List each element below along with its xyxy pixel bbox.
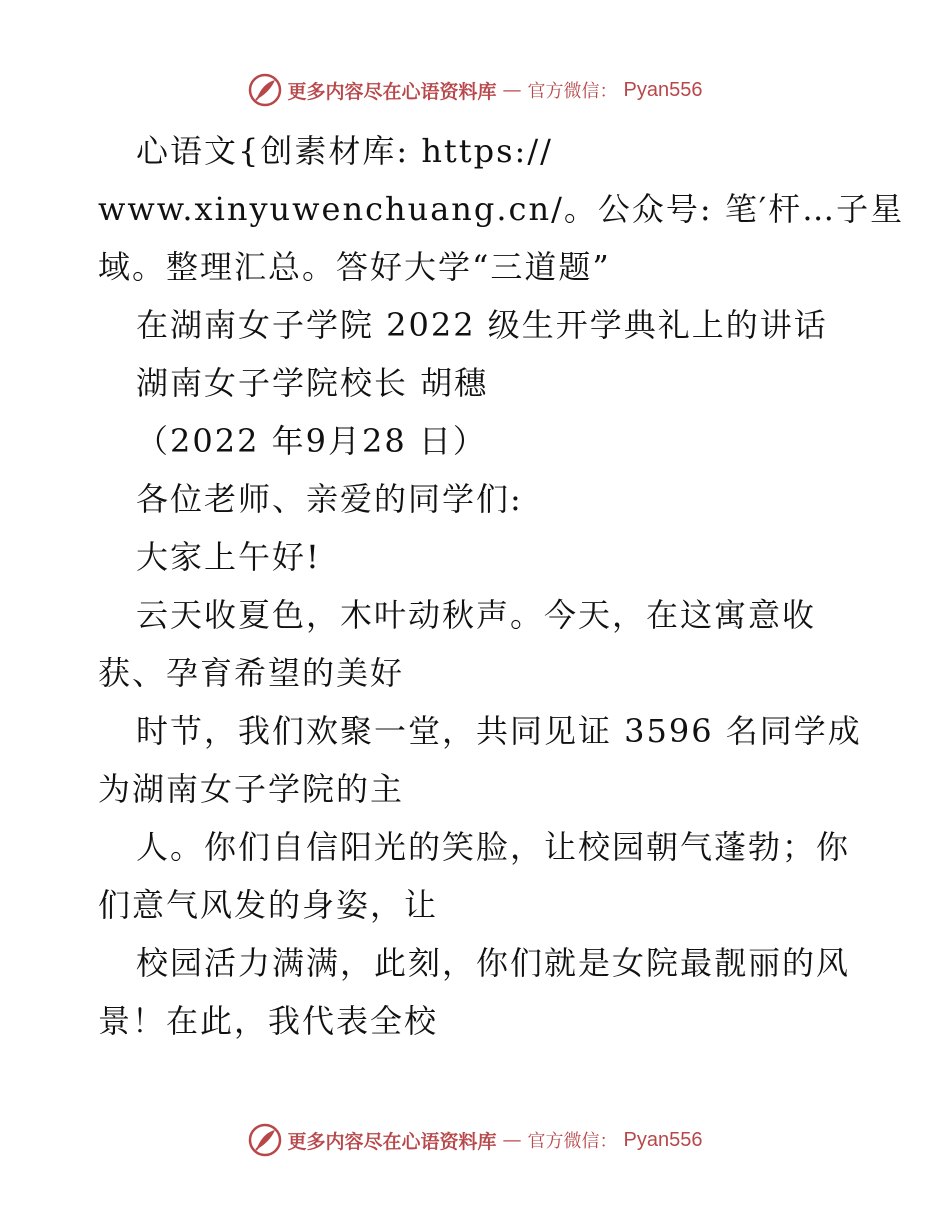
text-line: 心语文{创素材库: https:// bbox=[136, 132, 553, 170]
text-line: 校园活力满满，此刻，你们就是女院最靓丽的风 bbox=[136, 944, 851, 982]
text-line: www.xinyuwenchuang.cn/。公众号: 笔′杆…子星 bbox=[98, 190, 905, 228]
text-line: 为湖南女子学院的主 bbox=[98, 770, 405, 808]
speech-title: 在湖南女子学院 2022 级生开学典礼上的讲话 bbox=[136, 306, 828, 344]
watermark-site-text: 更多内容尽在心语资料库 bbox=[287, 1130, 497, 1153]
watermark-group bbox=[248, 73, 703, 107]
text-line: 景！在此，我代表全校 bbox=[98, 1002, 439, 1040]
speaker-line: 湖南女子学院校长 胡穗 bbox=[136, 364, 489, 402]
text-line: 获、孕育希望的美好 bbox=[98, 654, 405, 692]
text-line: 们意气风发的身姿，让 bbox=[98, 886, 439, 924]
text-line: 云天收夏色，木叶动秋声。今天，在这寓意收 bbox=[136, 596, 817, 634]
watermark-wechat-id: Pyan556 bbox=[623, 78, 703, 101]
feather-pen-logo-icon bbox=[248, 73, 282, 107]
text-line: 域。整理汇总。答好大学“三道题” bbox=[98, 248, 611, 286]
document-body bbox=[98, 122, 905, 1050]
watermark-wechat-label: 官方微信： bbox=[527, 1131, 618, 1152]
watermark-wechat-label: 官方微信： bbox=[527, 81, 618, 102]
feather-pen-logo-icon bbox=[248, 1123, 282, 1157]
date-line: （2022 年9月28 日） bbox=[136, 422, 487, 460]
watermark-separator: — bbox=[502, 79, 522, 101]
text-line: 时节，我们欢聚一堂，共同见证 3596 名同学成 bbox=[136, 712, 862, 750]
watermark-group bbox=[248, 1123, 703, 1157]
greeting: 大家上午好! bbox=[136, 538, 321, 576]
salutation: 各位老师、亲爱的同学们: bbox=[136, 480, 523, 518]
watermark-separator: — bbox=[502, 1129, 522, 1151]
footer-watermark bbox=[0, 1120, 950, 1160]
text-line: 人。你们自信阳光的笑脸，让校园朝气蓬勃；你 bbox=[136, 828, 851, 866]
header-watermark bbox=[0, 70, 950, 110]
watermark-wechat-id: Pyan556 bbox=[623, 1128, 703, 1151]
watermark-site-text: 更多内容尽在心语资料库 bbox=[287, 80, 497, 103]
